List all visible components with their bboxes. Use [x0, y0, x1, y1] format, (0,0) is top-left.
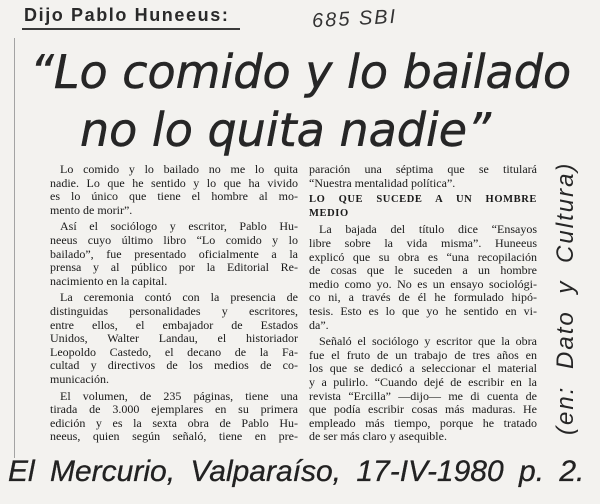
article-paragraph: [309, 335, 537, 444]
article-line: El volumen, de 235 páginas, tiene una: [60, 388, 298, 403]
article-line: Lo comido y lo bailado no me lo quita: [60, 162, 298, 176]
article-line: mento de morir”.: [50, 202, 133, 217]
article-line: municación.: [50, 371, 109, 386]
article-line: distinguidas personalidades y escritores,: [50, 303, 298, 318]
article-paragraph: [50, 390, 298, 444]
article-paragraph: [309, 163, 537, 190]
article-line: Así el sociólogo y escritor, Pablo Hu-: [60, 219, 298, 234]
right-column: [309, 163, 537, 444]
article-line: medio como yo. No es un ensayo sociológi-: [309, 276, 537, 291]
article-line: de cosas que le suceden a un hombre: [309, 263, 537, 278]
headline-line-1: “Lo comido y lo bailado: [30, 45, 572, 99]
article-line: fue el fruto de un trabajo de tres años en: [309, 347, 537, 362]
article-line: cultad y directivos de los medios de co-: [50, 358, 298, 373]
article-line: que podía escribir cosas más maduras. He: [309, 402, 537, 417]
article-line: paración una séptima que se titulará: [309, 162, 537, 176]
clipping-edge: [14, 38, 15, 458]
article-line: tesis. Esto es lo que yo he sentido en vi-: [309, 303, 537, 318]
article-line: tirada de 3.000 ejemplares en su primera: [50, 402, 298, 417]
article-line: edición y es la sexta obra de Pablo Hu-: [50, 415, 298, 430]
subhead-line: LO QUE SUCEDE A UN HOMBRE: [309, 194, 537, 206]
article-line: “Nuestra mentalidad política”.: [309, 175, 456, 190]
article-line: libre sobre la vida misma”. Huneeus: [309, 235, 537, 250]
article-line: Señaló el sociólogo y escritor que la obra: [319, 334, 537, 349]
article-line: nacimiento en la capital.: [50, 273, 168, 288]
handwritten-source-citation: El Mercurio, Valparaíso, 17-IV-1980 p. 2.: [8, 455, 585, 488]
article-line: es lo único que tiene el hombre al mo-: [50, 189, 298, 204]
article-line: Unidos, Walter Landau, el historiador: [50, 331, 298, 346]
article-line: neeus cuyo último libro “Lo comido y lo: [50, 232, 298, 247]
article-line: co ni, a través de él he formulado hipó-: [309, 290, 537, 305]
subhead-line: MEDIO: [309, 207, 349, 219]
article-line: La ceremonia contó con la presencia de: [60, 290, 298, 305]
headline-line-2: no lo quita nadie”: [80, 103, 491, 157]
article-line: entre ellos, el embajador de Estados: [50, 317, 298, 332]
article-line: neeus, quien según señaló, tiene en pre-: [50, 429, 298, 444]
article-line: los que se dedicó a seleccionar el material: [309, 361, 537, 376]
article-line: explicó que su obra es “una recopilación: [309, 249, 537, 264]
article-line: prensa y al público por la Editorial Re-: [50, 260, 298, 275]
kicker-underline: [22, 28, 240, 30]
subhead: [309, 193, 537, 220]
article-line: La bajada del título dice “Ensayos: [319, 222, 537, 237]
article-line: da”.: [309, 317, 329, 332]
handwritten-section-note: (en: Dato y Cultura): [552, 161, 579, 435]
article-line: revista “Ercilla” —dijo— me di cuenta de: [309, 388, 537, 403]
article-paragraph: [309, 223, 537, 332]
article-paragraph: [50, 220, 298, 288]
kicker-title: Dijo Pablo Huneeus:: [24, 5, 230, 25]
article-paragraph: [50, 163, 298, 217]
article-line: nadie. Lo que he sentido y lo que ha vivido: [50, 175, 298, 190]
handwritten-archive-number: 685 SBI: [311, 5, 398, 33]
article-line: de ser más claro y asequible.: [309, 429, 447, 444]
article-line: Leopoldo Castedo, el decano de la Fa-: [50, 344, 298, 359]
left-column: [50, 163, 298, 444]
article-line: bailado”, fue presentado oficialmente a la: [50, 246, 298, 261]
article-paragraph: [50, 291, 298, 386]
article-line: empleado más tiempo, porque he tratado: [309, 415, 537, 430]
article-line: y a pulirlo. “Cuando dejé de escribir en la: [309, 374, 537, 389]
